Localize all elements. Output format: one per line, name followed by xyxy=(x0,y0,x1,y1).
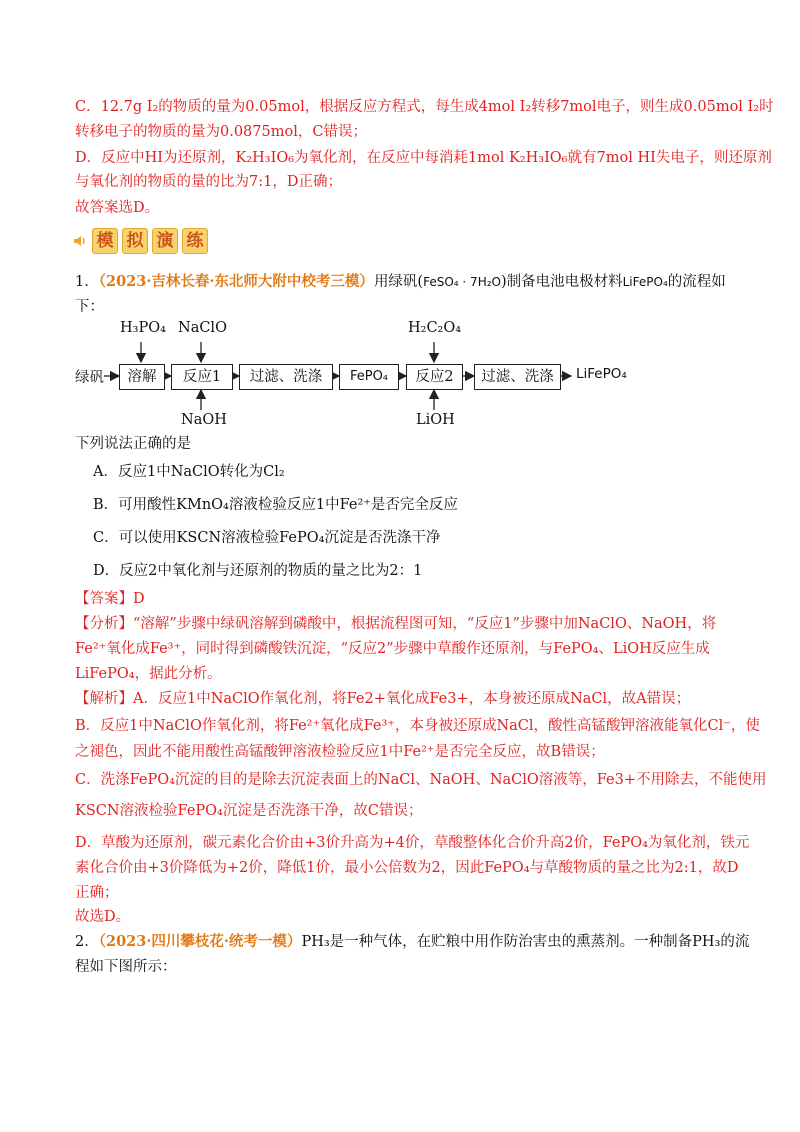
q1-number: 1． xyxy=(75,274,99,290)
q1-source: （2023·吉林长春·东北师大附中校考三模） xyxy=(98,273,374,290)
q1-option-b: B．可用酸性KMnO₄溶液检验反应1中Fe²⁺是否完全反应 xyxy=(93,497,458,513)
q1-analysis-line2: Fe²⁺氧化成Fe³⁺，同时得到磷酸铁沉淀，“反应2”步骤中草酸作还原剂，与FePO₄、LiOH反应生成 xyxy=(75,641,710,657)
q1-stem-formula: FeSO₄ · 7H₂O xyxy=(423,275,501,289)
q1-option-c: C．可以使用KSCN溶液检验FePO₄沉淀是否洗涤干净 xyxy=(93,530,441,546)
q1-explanation-d2: 素化合价由+3价降低为+2价，降低1价，最小公倍数为2，因此FePO₄与草酸物质的量之比为2:1，故D xyxy=(75,860,739,876)
prev-answer-c-line1: C．12.7g I₂的物质的量为0.05mol，根据反应方程式，每生成4mol I₂转移7mol电子，则生成0.05mol I₂时 xyxy=(75,99,774,115)
prev-answer-d-line1: D．反应中HI为还原剂，K₂H₃IO₆为氧化剂，在反应中每消耗1mol K₂H₃IO₆就有7mol HI失电子，则还原剂 xyxy=(75,150,772,166)
section-banner xyxy=(72,226,208,256)
q1-explanation-c1: C．洗涤FePO₄沉淀的目的是除去沉淀表面上的NaCl、NaOH、NaClO溶液等，Fe3+不用除去，不能使用 xyxy=(75,772,767,788)
q1-analysis-line3: LiFePO₄，据此分析。 xyxy=(75,666,222,682)
banner-char-3: 演 xyxy=(152,228,178,254)
q1-conclusion: 故选D。 xyxy=(75,909,131,925)
q2-stem-line2: 程如下图所示： xyxy=(75,959,177,975)
q1-stem-part1: 用绿矾( xyxy=(373,274,424,290)
flow-box-reaction1: 反应1 xyxy=(171,364,233,390)
flow-start-label: 绿矾 xyxy=(75,370,104,386)
q1-option-a: A．反应1中NaClO转化为Cl₂ xyxy=(93,464,285,480)
flow-reagent-naoh: NaOH xyxy=(181,412,227,428)
q1-analysis-line1: 【分析】“溶解”步骤中绿矾溶解到磷酸中，根据流程图可知，“反应1”步骤中加NaClO、NaOH，将 xyxy=(75,616,717,632)
q1-stem-line1 xyxy=(75,272,726,292)
flow-box-reaction2: 反应2 xyxy=(406,364,463,390)
prev-answer-conclusion: 故答案选D。 xyxy=(75,200,160,216)
q2-stem-line1 xyxy=(75,932,749,952)
q1-explanation-d3: 正确； xyxy=(75,885,119,901)
banner-char-2: 拟 xyxy=(122,228,148,254)
q1-stem-part2: )制备电池电极材料 xyxy=(500,274,623,290)
banner-char-4: 练 xyxy=(182,228,208,254)
flow-box-fepo4: FePO₄ xyxy=(339,364,399,390)
flow-reagent-h2c2o4: H₂C₂O₄ xyxy=(408,320,462,336)
q2-source: （2023·四川攀枝花·统考一模） xyxy=(98,933,302,950)
q2-number: 2． xyxy=(75,934,99,950)
q1-explanation-b1: B．反应1中NaClO作氧化剂，将Fe²⁺氧化成Fe³⁺，本身被还原成NaCl，酸性高锰酸钾溶液能氧化Cl⁻，使 xyxy=(75,718,760,734)
prev-answer-d-line2: 与氧化剂的物质的量的比为7:1，D正确； xyxy=(75,174,342,190)
q1-option-d: D．反应2中氧化剂与还原剂的物质的量之比为2：1 xyxy=(93,563,423,579)
q1-explanation-a: 【解析】A．反应1中NaClO作氧化剂，将Fe2+氧化成Fe3+，本身被还原成NaCl，故A错误； xyxy=(75,691,691,707)
flow-reagent-lioh: LiOH xyxy=(416,412,455,428)
q1-stem-part3: 的流程如 xyxy=(667,274,726,290)
q2-stem-text: PH₃是一种气体，在贮粮中用作防治害虫的熏蒸剂。一种制备PH₃的流 xyxy=(301,934,750,950)
q1-prompt: 下列说法正确的是 xyxy=(75,436,191,452)
q1-explanation-c2: KSCN溶液检验FePO₄沉淀是否洗涤干净，故C错误； xyxy=(75,803,423,819)
q1-explanation-d1: D．草酸为还原剂，碳元素化合价由+3价升高为+4价，草酸整体化合价升高2价，FePO₄为氧化剂，铁元 xyxy=(75,835,750,851)
flow-box-filter-wash1: 过滤、洗涤 xyxy=(239,364,333,390)
q1-answer: 【答案】D xyxy=(75,591,145,607)
flow-box-dissolve: 溶解 xyxy=(119,364,165,390)
q1-stem-product: LiFePO₄ xyxy=(622,275,668,289)
flow-box-filter-wash2: 过滤、洗涤 xyxy=(474,364,561,390)
flow-reagent-naclo: NaClO xyxy=(178,320,227,336)
speaker-icon xyxy=(72,233,88,249)
q1-stem-line2: 下： xyxy=(75,299,104,315)
q1-explanation-b2: 之褪色，因此不能用酸性高锰酸钾溶液检验反应1中Fe²⁺是否完全反应，故B错误； xyxy=(75,744,605,760)
flow-product-label: LiFePO₄ xyxy=(576,366,627,382)
banner-char-1: 模 xyxy=(92,228,118,254)
prev-answer-c-line2: 转移电子的物质的量为0.0875mol，C错误； xyxy=(75,124,367,140)
flow-reagent-h3po4: H₃PO₄ xyxy=(120,320,166,336)
